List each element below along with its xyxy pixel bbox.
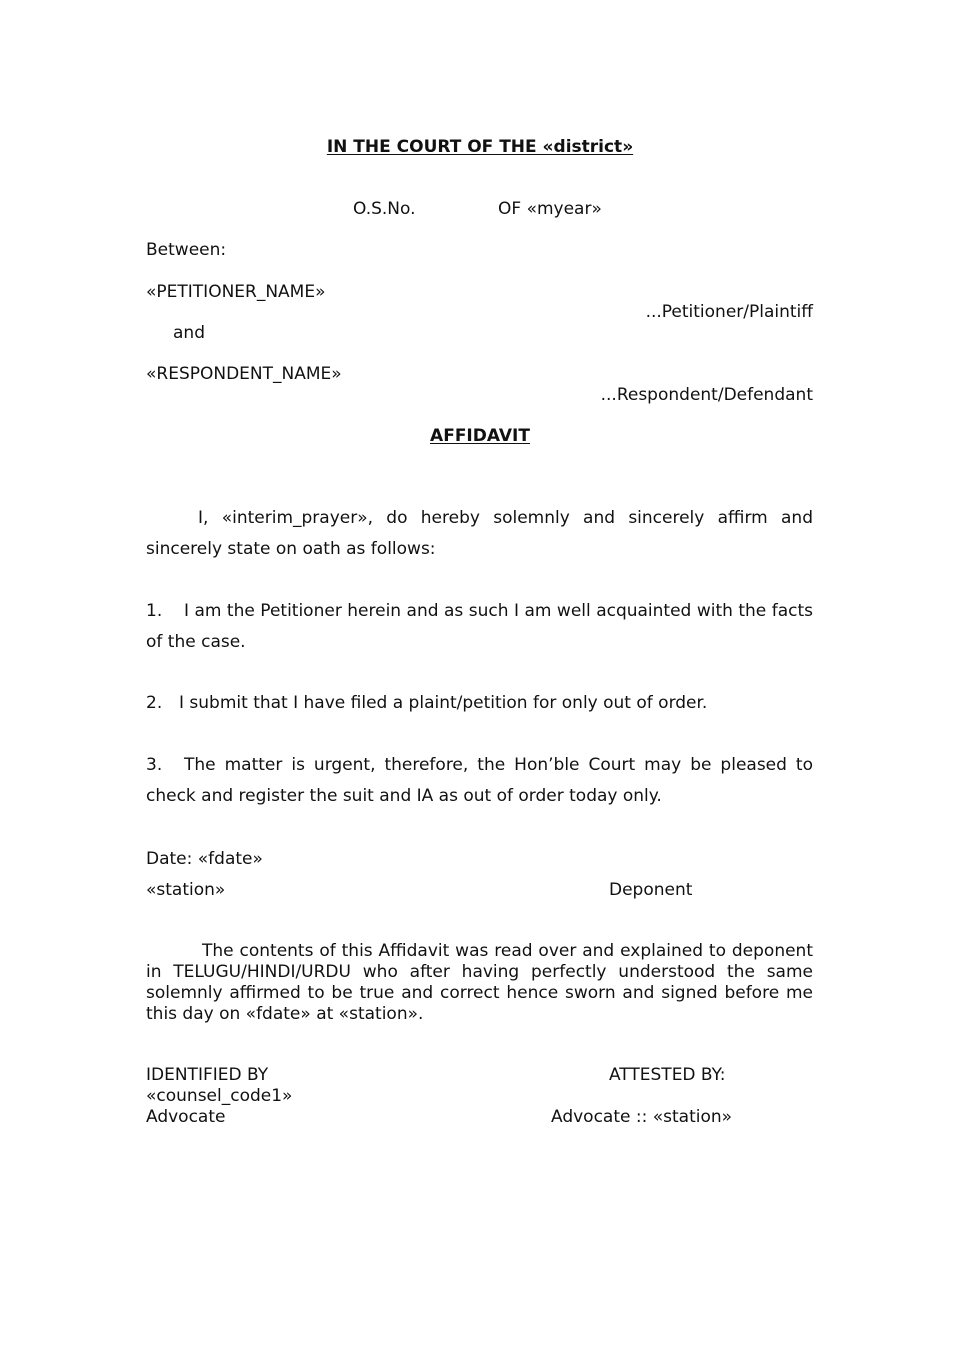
petitioner-role: ...Petitioner/Plaintiff (645, 302, 813, 322)
os-number-label: O.S.No. (353, 199, 416, 219)
respondent-name: «RESPONDENT_NAME» (146, 364, 342, 384)
intro-paragraph (146, 503, 813, 565)
counsel-code: «counsel_code1» (146, 1086, 293, 1106)
point-text: I am the Petitioner herein and as such I am well acquainted with the facts of the case. (146, 601, 813, 652)
point-number: 2. (146, 693, 163, 713)
affidavit-title: AFFIDAVIT (430, 426, 530, 446)
petitioner-name: «PETITIONER_NAME» (146, 282, 326, 302)
respondent-role: ...Respondent/Defendant (600, 385, 813, 405)
os-year-label: OF «myear» (498, 199, 602, 219)
point-number: 3. (146, 755, 163, 775)
attested-by-label: ATTESTED BY: (609, 1065, 726, 1085)
attestation-text: The contents of this Affidavit was read over and explained to deponent in TELUGU/HINDI/URDU who after having perfectly understood the same solemnly affirmed to be true and correct hence sworn and signed before me this day on «fdate» at «station». (146, 941, 813, 1024)
deponent-label: Deponent (609, 880, 693, 900)
point-2 (146, 688, 813, 719)
intro-text: I, «interim_prayer», do hereby solemnly and sincerely affirm and sincerely state on oath as follows: (146, 508, 813, 559)
point-text: I submit that I have filed a plaint/petition for only out of order. (179, 693, 708, 713)
attestation-paragraph (146, 941, 813, 1025)
date-line: Date: «fdate» (146, 849, 263, 869)
advocate-left-label: Advocate (146, 1107, 226, 1127)
court-title: IN THE COURT OF THE «district» (326, 137, 634, 157)
point-3 (146, 750, 813, 812)
between-label: Between: (146, 240, 227, 260)
identified-by-label: IDENTIFIED BY (146, 1065, 269, 1085)
and-label: and (173, 323, 205, 343)
point-number: 1. (146, 601, 163, 621)
station-line: «station» (146, 880, 226, 900)
point-1 (146, 596, 813, 658)
point-text: The matter is urgent, therefore, the Hon’ble Court may be pleased to check and register the suit and IA as out of order today only. (146, 755, 813, 806)
advocate-right-label: Advocate :: «station» (551, 1107, 733, 1127)
